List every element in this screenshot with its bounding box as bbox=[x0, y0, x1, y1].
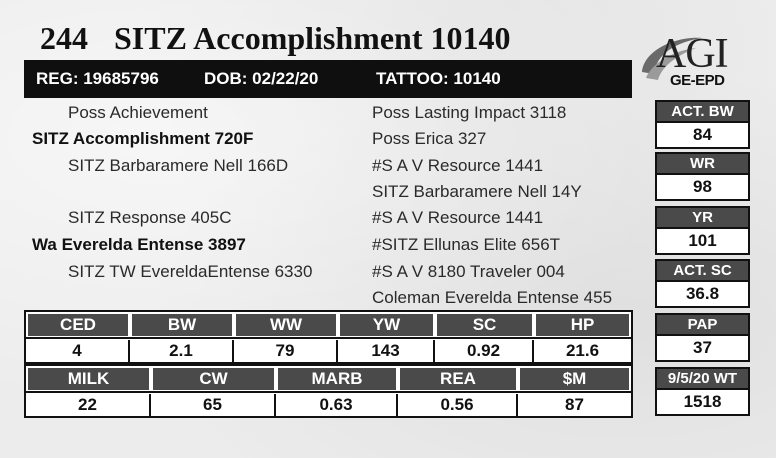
epd-header-sc: SC bbox=[437, 314, 532, 336]
epd-table-row1 bbox=[24, 310, 633, 364]
pedigree-right-line: #SITZ Ellunas Elite 656T bbox=[372, 235, 561, 254]
pedigree-right-line: #S A V 8180 Traveler 004 bbox=[372, 262, 565, 281]
logo-subtext: GE-EPD bbox=[670, 72, 725, 89]
side-label-pap: PAP bbox=[655, 313, 750, 336]
row-divider bbox=[26, 337, 631, 339]
epd-value-ced: 4 bbox=[26, 340, 130, 362]
lot-number: 244 bbox=[40, 20, 88, 56]
epd-value-cw: 65 bbox=[151, 394, 276, 416]
pedigree-right-line: #S A V Resource 1441 bbox=[372, 156, 544, 175]
pedigree-dam-dam: SITZ TW EvereldaEntense 6330 bbox=[68, 262, 313, 281]
epd-value-yw: 143 bbox=[338, 340, 435, 362]
animal-title bbox=[40, 20, 510, 57]
side-value-yr: 101 bbox=[655, 229, 750, 255]
pedigree-right-line: SITZ Barbaramere Nell 14Y bbox=[372, 182, 582, 201]
epd-header-ww: WW bbox=[236, 314, 336, 336]
epd-header-dollar-m: $M bbox=[520, 368, 629, 390]
epd-header-marb: MARB bbox=[278, 368, 396, 390]
epd-header-cw: CW bbox=[153, 368, 274, 390]
epd-header-milk: MILK bbox=[28, 368, 149, 390]
pedigree-sire-dam: SITZ Barbaramere Nell 166D bbox=[68, 156, 289, 175]
side-value-pap: 37 bbox=[655, 336, 750, 362]
pedigree-dam-sire: SITZ Response 405C bbox=[68, 208, 232, 227]
pedigree-right-line: Poss Lasting Impact 3118 bbox=[372, 103, 567, 122]
logo-text: AGI bbox=[656, 31, 728, 77]
side-value-wr: 98 bbox=[655, 175, 750, 201]
side-label-act-bw: ACT. BW bbox=[655, 100, 750, 123]
side-label-weight: 9/5/20 WT bbox=[655, 367, 750, 390]
side-label-wr: WR bbox=[655, 152, 750, 175]
side-value-act-sc: 36.8 bbox=[655, 282, 750, 308]
pedigree-dam: Wa Everelda Entense 3897 bbox=[32, 235, 246, 254]
registration-bar bbox=[24, 60, 632, 98]
epd-value-dollar-m: 87 bbox=[565, 395, 584, 414]
tattoo: TATTOO: 10140 bbox=[376, 69, 501, 88]
agi-logo bbox=[636, 28, 776, 96]
epd-header-rea: REA bbox=[400, 368, 516, 390]
epd-header-hp: HP bbox=[536, 314, 629, 336]
epd-value-sc: 0.92 bbox=[435, 340, 534, 362]
epd-value-hp: 21.6 bbox=[565, 341, 600, 360]
reg-number: REG: 19685796 bbox=[36, 69, 159, 88]
epd-header-ced: CED bbox=[28, 314, 128, 336]
epd-value-ww: 79 bbox=[234, 340, 338, 362]
side-value-weight: 1518 bbox=[655, 390, 750, 416]
epd-header-yw: YW bbox=[340, 314, 433, 336]
pedigree-sire: SITZ Accomplishment 720F bbox=[32, 129, 254, 148]
epd-value-milk: 22 bbox=[26, 394, 151, 416]
epd-header-bw: BW bbox=[132, 314, 232, 336]
date-of-birth: DOB: 02/22/20 bbox=[204, 69, 319, 88]
pedigree-sire-sire: Poss Achievement bbox=[68, 103, 208, 122]
pedigree-right-line: #S A V Resource 1441 bbox=[372, 208, 544, 227]
row-divider bbox=[26, 391, 631, 393]
pedigree-right-line: Poss Erica 327 bbox=[372, 129, 487, 148]
epd-value-bw: 2.1 bbox=[130, 340, 234, 362]
epd-value-rea: 0.56 bbox=[398, 394, 518, 416]
epd-value-marb: 0.63 bbox=[276, 394, 398, 416]
side-label-act-sc: ACT. SC bbox=[655, 259, 750, 282]
pedigree-right-line: Coleman Everelda Entense 455 bbox=[372, 288, 613, 307]
side-value-act-bw: 84 bbox=[655, 123, 750, 149]
side-label-yr: YR bbox=[655, 206, 750, 229]
epd-table-row2 bbox=[24, 364, 633, 418]
animal-name: SITZ Accomplishment 10140 bbox=[114, 20, 511, 56]
